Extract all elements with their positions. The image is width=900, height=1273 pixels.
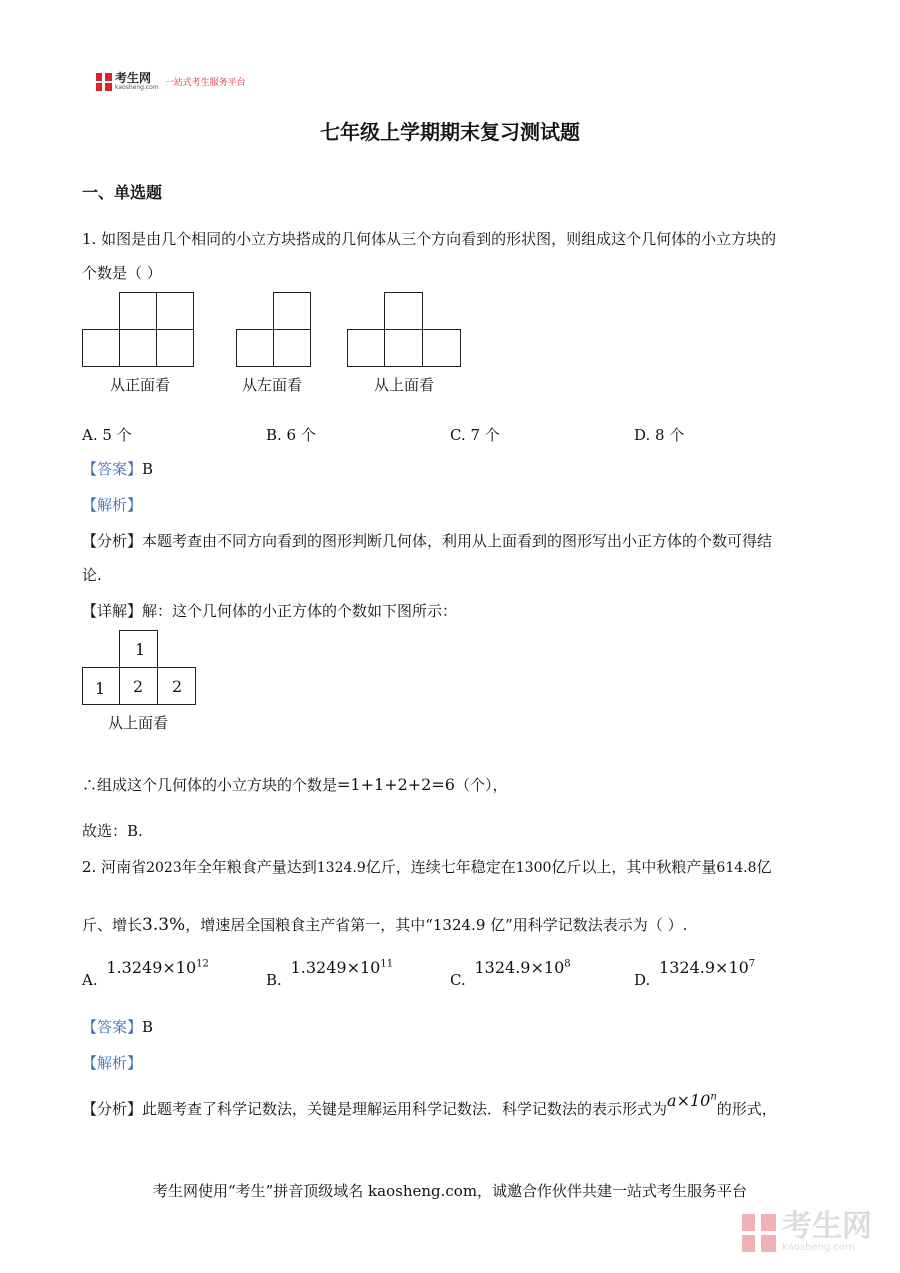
watermark-text: 考生网 kaosheng.com: [782, 1209, 872, 1253]
kaosheng-watermark-icon: [742, 1214, 776, 1252]
option-value: [475, 958, 571, 977]
base: 1324.9×10: [659, 958, 749, 977]
option-value: [291, 958, 393, 977]
base: 1.3249×10: [106, 958, 197, 977]
q1-option-c: C. 7 个: [450, 426, 500, 444]
fenxi-tail: 的形式，: [716, 1100, 777, 1118]
exponent: 12: [196, 958, 209, 970]
q1-detail: [82, 600, 457, 621]
answer-label: 【答案】: [82, 1018, 143, 1036]
fenxi-label: 【分析】: [82, 1100, 143, 1118]
q2-line2: [82, 914, 687, 935]
option-value: [659, 958, 755, 977]
option-value: [106, 958, 208, 977]
q2-option-d: [634, 958, 756, 989]
q1-line2: 个数是（ ）: [82, 264, 162, 282]
text: 年全年粮食产量达到: [181, 858, 317, 876]
stable-yield: 1300: [515, 860, 552, 876]
autumn-yield: 614.8: [716, 860, 757, 876]
answer-value: B: [142, 1018, 154, 1036]
q1-fenxi: [82, 530, 772, 551]
q2-analysis-label: 【解析】: [82, 1054, 143, 1072]
q2-fenxi: [82, 1091, 777, 1119]
sci-notation-form: [667, 1091, 717, 1110]
exponent: n: [710, 1091, 717, 1103]
top-view-figure: [347, 292, 461, 368]
detail-text: 解：这个几何体的小正方体的个数如下图所示：: [142, 602, 458, 620]
q1-therefore: [82, 774, 507, 795]
left-view-figure: [236, 292, 312, 368]
q1-analysis-label: 【解析】: [82, 496, 143, 514]
text: 亿斤，连续七年稳定在: [365, 858, 516, 876]
section-heading: 一、单选题: [82, 183, 163, 202]
q1-option-d: D. 8 个: [634, 426, 685, 444]
logo-text: 考生网 kaosheng.com: [115, 71, 159, 91]
footer-text: 考生网使用“考生”拼音顶级域名 kaosheng.com，诚邀合作伙伴共建一站式考生服务平台: [152, 1182, 748, 1200]
base: 1324.9×10: [474, 958, 565, 977]
growth-rate: 3.3%: [142, 915, 186, 935]
text: 斤、增长: [82, 916, 143, 934]
q2-option-a: [82, 958, 209, 989]
total-yield: 1324.9: [316, 860, 366, 876]
text: 亿: [756, 858, 772, 876]
text: ，增速居全国粮食主产省第一，其中“1324.9 亿”用科学记数法表示为（ ）.: [185, 916, 688, 934]
exponent: 11: [380, 958, 394, 970]
caption-front: 从正面看: [110, 376, 171, 394]
slogan: 一站式考生服务平台: [164, 78, 246, 88]
page-title: 七年级上学期期末复习测试题: [320, 120, 580, 144]
base: a×10: [667, 1091, 711, 1110]
grid-number: 2: [172, 677, 183, 696]
option-letter: D.: [634, 971, 651, 989]
caption-top: 从上面看: [374, 376, 435, 394]
header-logo: [96, 72, 246, 91]
exponent: 8: [564, 958, 571, 970]
unit-text: （个），: [454, 776, 508, 794]
watermark: [742, 1209, 872, 1253]
therefore-text: ∴组成这个几何体的小立方块的个数是: [82, 776, 338, 794]
q2-line1: [82, 856, 772, 877]
grid-number: 1: [135, 640, 146, 659]
option-letter: C.: [450, 971, 466, 989]
caption-left: 从左面看: [242, 376, 303, 394]
q2-option-c: [450, 958, 571, 989]
q1-option-a: A. 5 个: [82, 426, 132, 444]
q1-fenxi-cont: 论.: [82, 566, 102, 584]
front-view-figure: [82, 292, 194, 368]
text: 亿斤以上，其中秋粮产量: [551, 858, 717, 876]
option-letter: A.: [82, 971, 98, 989]
answer-label: 【答案】: [82, 460, 143, 478]
q2-option-b: [266, 958, 394, 989]
fenxi-text: 此题考查了科学记数法，关键是理解运用科学记数法．科学记数法的表示形式为: [142, 1100, 668, 1118]
option-letter: B.: [266, 971, 282, 989]
fenxi-text: 本题考查由不同方向看到的图形判断几何体，利用从上面看到的图形写出小正方体的个数可得结: [142, 532, 773, 550]
year: 2023: [146, 860, 182, 876]
grid-number: 2: [133, 677, 144, 696]
sum-formula: =1+1+2+2=6: [337, 775, 455, 794]
kaosheng-logo-icon: [96, 73, 112, 91]
grid-caption: 从上面看: [108, 714, 169, 732]
q1-line1: 1. 如图是由几个相同的小立方块搭成的几何体从三个方向看到的形状图，则组成这个几何体的小立方块的: [82, 230, 777, 248]
q1-choose: 故选：B.: [82, 822, 143, 840]
exponent: 7: [748, 958, 756, 970]
q1-option-b: B. 6 个: [266, 426, 316, 444]
text: 2. 河南省: [82, 858, 147, 876]
fenxi-label: 【分析】: [82, 532, 143, 550]
base: 1.3249×10: [290, 958, 381, 977]
detail-label: 【详解】: [82, 602, 143, 620]
answer-value: B: [142, 460, 154, 478]
q1-answer: [82, 458, 153, 479]
q2-answer: [82, 1016, 153, 1037]
grid-number: 1: [95, 679, 106, 698]
